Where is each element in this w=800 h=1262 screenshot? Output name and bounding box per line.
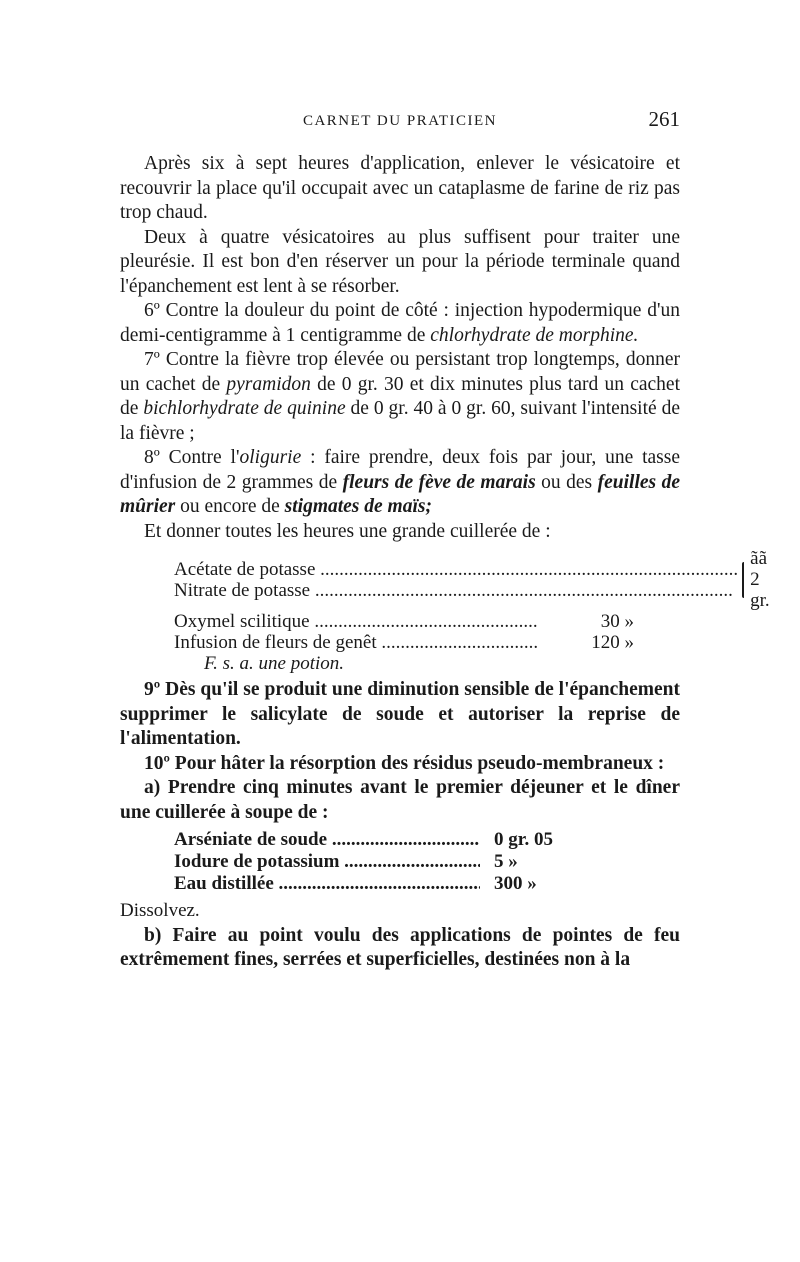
- paragraph-10a: a) Prendre cinq minutes avant le premier déjeuner et le dîner une cuillerée à soupe de :: [120, 777, 680, 823]
- body-text: [120, 152, 770, 973]
- recipe-qty: ãã 2 gr.: [750, 548, 770, 611]
- p5-term: oligurie: [239, 447, 302, 468]
- recipe-item: Arséniate de soude ..... 0 gr. 05: [174, 829, 594, 851]
- p5-text-c: ou des: [535, 471, 598, 493]
- p3-drug: chlorhydrate de morphine.: [430, 324, 639, 346]
- p5-remedy-2: feuilles de mûrier: [120, 471, 680, 517]
- recipe-item: Acétate de potasse .....: [174, 559, 738, 580]
- recipe-item: Iodure de potassium ..... 5 »: [174, 851, 594, 873]
- page-header: [120, 107, 680, 137]
- recipe-item: Oxymel scilitique ..... 30 »: [174, 611, 634, 632]
- paragraph-6-pain: [120, 299, 680, 348]
- p4-text-c: de 0 gr. 40 à 0 gr. 60, suivant l'intensité de la fièvre ;: [120, 398, 680, 444]
- paragraph-10: 10º Pour hâter la résorption des résidus pseudo-membraneux :: [144, 752, 665, 774]
- p4-drug-1: pyramidon: [226, 373, 311, 395]
- recipe-qty: 30 »: [600, 611, 634, 632]
- recipe-item: Eau distillée ..... 300 »: [174, 873, 594, 895]
- paragraph-7-fever: [120, 348, 680, 446]
- paragraph-8-oliguria: [120, 446, 680, 520]
- p3-text: 6º Contre la douleur du point de côté : injection hypodermique d'un demi-centigramme à 1 centigramme de: [120, 300, 680, 346]
- page-number: 261: [648, 107, 680, 131]
- p5-text-d: ou encore de: [175, 496, 285, 517]
- recipe-item: Nitrate de potasse .....: [174, 580, 738, 601]
- p5-remedy-3: stigmates de maïs;: [284, 496, 432, 517]
- p5-text-b: : faire prendre, deux fois par jour, une tasse d'infusion de 2 grammes de: [120, 447, 680, 493]
- paragraph-1: Après six à sept heures d'application, enlever le vésicatoire et recouvrir la place qu'il occupait avec un cataplasme de farine de riz pas trop chaud.: [120, 153, 680, 223]
- brace-mark: [742, 562, 744, 598]
- recipe-qty: 300 »: [494, 873, 537, 894]
- recipe-qty: 0 gr. 05: [494, 829, 553, 850]
- recipe-potion: [174, 548, 770, 674]
- paragraph-dose: Et donner toutes les heures une grande cuillerée de :: [144, 520, 551, 542]
- recipe-solution: [174, 829, 594, 895]
- recipe-brace-group: [174, 548, 770, 611]
- recipe-item: Infusion de fleurs de genêt ..... 120 »: [174, 632, 634, 653]
- p4-drug-2: bichlorhydrate de quinine: [143, 398, 346, 419]
- p5-remedy-1: fleurs de fève de marais: [342, 471, 536, 493]
- p4-text-a: 7º Contre la fièvre trop élevée ou persistant trop longtemps, donner un cachet de: [120, 349, 680, 395]
- recipe-closing: Dissolvez.: [120, 900, 200, 921]
- recipe-qty: 120 »: [591, 632, 634, 653]
- p4-text-b: de 0 gr. 30 et dix minutes plus tard un cachet de: [120, 373, 680, 419]
- paragraph-2: Deux à quatre vésicatoires au plus suffisent pour traiter une pleurésie. Il est bon d'en réserver un pour la période terminale quand l'épanchement est lent à se résorber.: [120, 226, 680, 297]
- recipe-qty: 5 »: [494, 851, 518, 872]
- running-title: CARNET DU PRATICIEN: [302, 113, 498, 129]
- paragraph-9: 9º Dès qu'il se produit une diminution sensible de l'épanchement supprimer le salicylate de soude et autoriser la reprise de l'alimentation.: [120, 679, 680, 749]
- paragraph-10b: b) Faire au point voulu des applications de pointes de feu extrêmement fines, serrées et superficielles, destinées non à la: [120, 924, 680, 970]
- recipe-formula: F. s. a. une potion.: [204, 653, 345, 674]
- p5-text-a: 8º Contre l': [144, 447, 240, 468]
